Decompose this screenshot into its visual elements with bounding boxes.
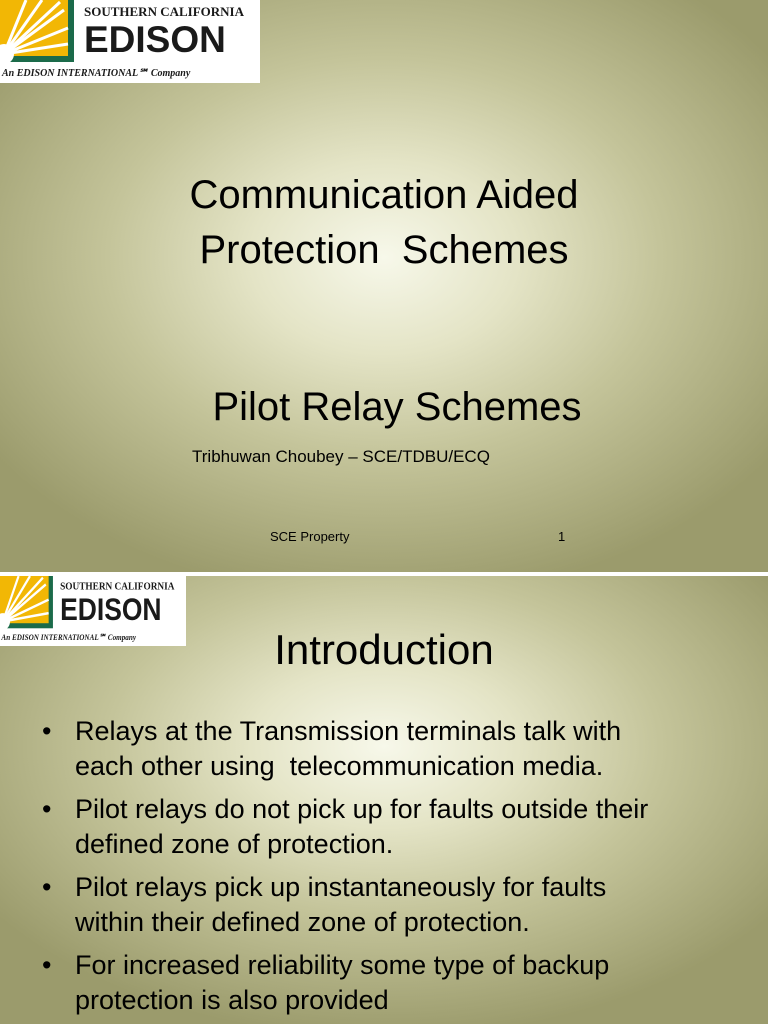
list-item xyxy=(0,714,768,784)
list-item xyxy=(0,948,768,1018)
sce-logo xyxy=(0,0,260,83)
title-line-2: Protection Schemes xyxy=(199,228,569,272)
bullet-icon: • xyxy=(42,716,52,746)
bullet-line: defined zone of protection. xyxy=(75,829,394,859)
logo-tagline: An EDISON INTERNATIONAL℠ Company xyxy=(2,68,191,79)
bullet-line: Pilot relays do not pick up for faults outside their xyxy=(75,794,649,824)
logo-line1: SOUTHERN CALIFORNIA xyxy=(60,580,175,593)
bullet-icon: • xyxy=(42,872,52,902)
bullet-line: For increased reliability some type of backup xyxy=(75,950,610,980)
logo-line1: SOUTHERN CALIFORNIA xyxy=(84,4,244,19)
bullet-icon: • xyxy=(42,950,52,980)
bullet-line: Relays at the Transmission terminals talk with xyxy=(75,716,622,746)
slide-title xyxy=(0,168,768,278)
author-line: Tribhuwan Choubey – SCE/TDBU/ECQ xyxy=(192,447,490,466)
footer-text: SCE Property xyxy=(270,529,350,544)
logo-line2: EDISON xyxy=(60,592,162,628)
bullet-line: within their defined zone of protection. xyxy=(75,907,530,937)
edison-sun-logo-icon xyxy=(0,0,260,83)
bullet-line: each other using telecommunication media. xyxy=(75,751,604,781)
list-item xyxy=(0,870,768,940)
bullet-icon: • xyxy=(42,794,52,824)
bullet-line: protection is also provided xyxy=(75,985,389,1015)
list-item xyxy=(0,792,768,862)
logo-line2: EDISON xyxy=(84,19,226,60)
logo-tagline: An EDISON INTERNATIONAL℠ Company xyxy=(1,632,137,643)
bullet-list xyxy=(0,714,768,1026)
title-line-1: Communication Aided xyxy=(189,173,579,217)
slide-title: Introduction xyxy=(274,626,494,673)
slide-subtitle: Pilot Relay Schemes xyxy=(212,385,582,429)
page-number: 1 xyxy=(558,529,566,544)
bullet-line: Pilot relays pick up instantaneously for faults xyxy=(75,872,607,902)
